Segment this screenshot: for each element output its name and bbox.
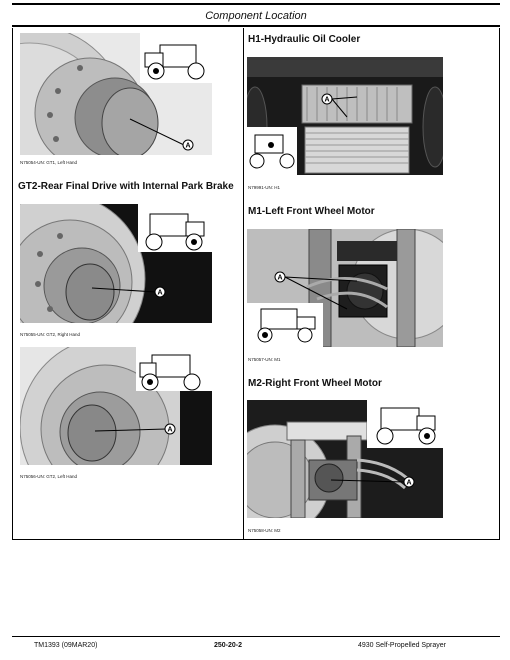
m2-caption: N75058-UN: M2 <box>248 528 281 533</box>
sprayer-locator-icon <box>367 400 443 448</box>
sprayer-locator-icon <box>138 204 212 252</box>
page-header: Component Location <box>205 10 307 22</box>
h1-caption: N79991-UN: H1 <box>248 185 281 190</box>
m2-right-front-wheel-motor-illustration <box>247 400 443 518</box>
m1-left-front-wheel-motor-illustration <box>247 229 443 347</box>
m2-callout-a: A <box>406 479 412 487</box>
gt2-section-title: GT2-Rear Final Drive with Internal Park Brake <box>18 181 234 192</box>
h1-callout-a: A <box>324 96 330 104</box>
gt2-lh-callout-a: A <box>167 426 173 434</box>
gt1-caption: N75054-UN: GT1, Left Hand <box>20 160 78 165</box>
sprayer-locator-icon <box>247 303 323 347</box>
m2-section-title: M2-Right Front Wheel Motor <box>248 378 382 389</box>
sprayer-locator-icon <box>140 33 212 83</box>
gt2-left-hand-caption: N75056-UN: GT2, Left Hand <box>20 474 78 479</box>
m1-section-title: M1-Left Front Wheel Motor <box>248 206 375 217</box>
header-rule <box>12 25 500 27</box>
h1-section-title: H1-Hydraulic Oil Cooler <box>248 34 361 45</box>
sprayer-locator-icon <box>136 347 212 391</box>
gt2-rh-callout-a: A <box>157 289 163 297</box>
footer-manual-code: TM1393 (09MAR20) <box>34 642 98 649</box>
sprayer-locator-icon <box>247 127 297 175</box>
m1-callout-a: A <box>277 274 283 282</box>
footer-rule <box>12 636 500 637</box>
gt2-left-hand-illustration <box>20 347 212 465</box>
h1-hydraulic-oil-cooler-illustration <box>247 57 443 175</box>
gt1-callout-a: A <box>185 142 191 150</box>
gt2-right-hand-illustration <box>20 204 212 323</box>
footer-product-name: 4930 Self-Propelled Sprayer <box>358 642 446 649</box>
footer-page-number: 250-20-2 <box>214 642 243 649</box>
m1-caption: N75057-UN: M1 <box>248 357 281 362</box>
column-divider <box>243 28 244 539</box>
gt1-left-hand-illustration <box>20 33 212 155</box>
gt2-right-hand-caption: N75055-UN: GT2, Right Hand <box>20 332 81 337</box>
top-rule <box>12 3 500 5</box>
